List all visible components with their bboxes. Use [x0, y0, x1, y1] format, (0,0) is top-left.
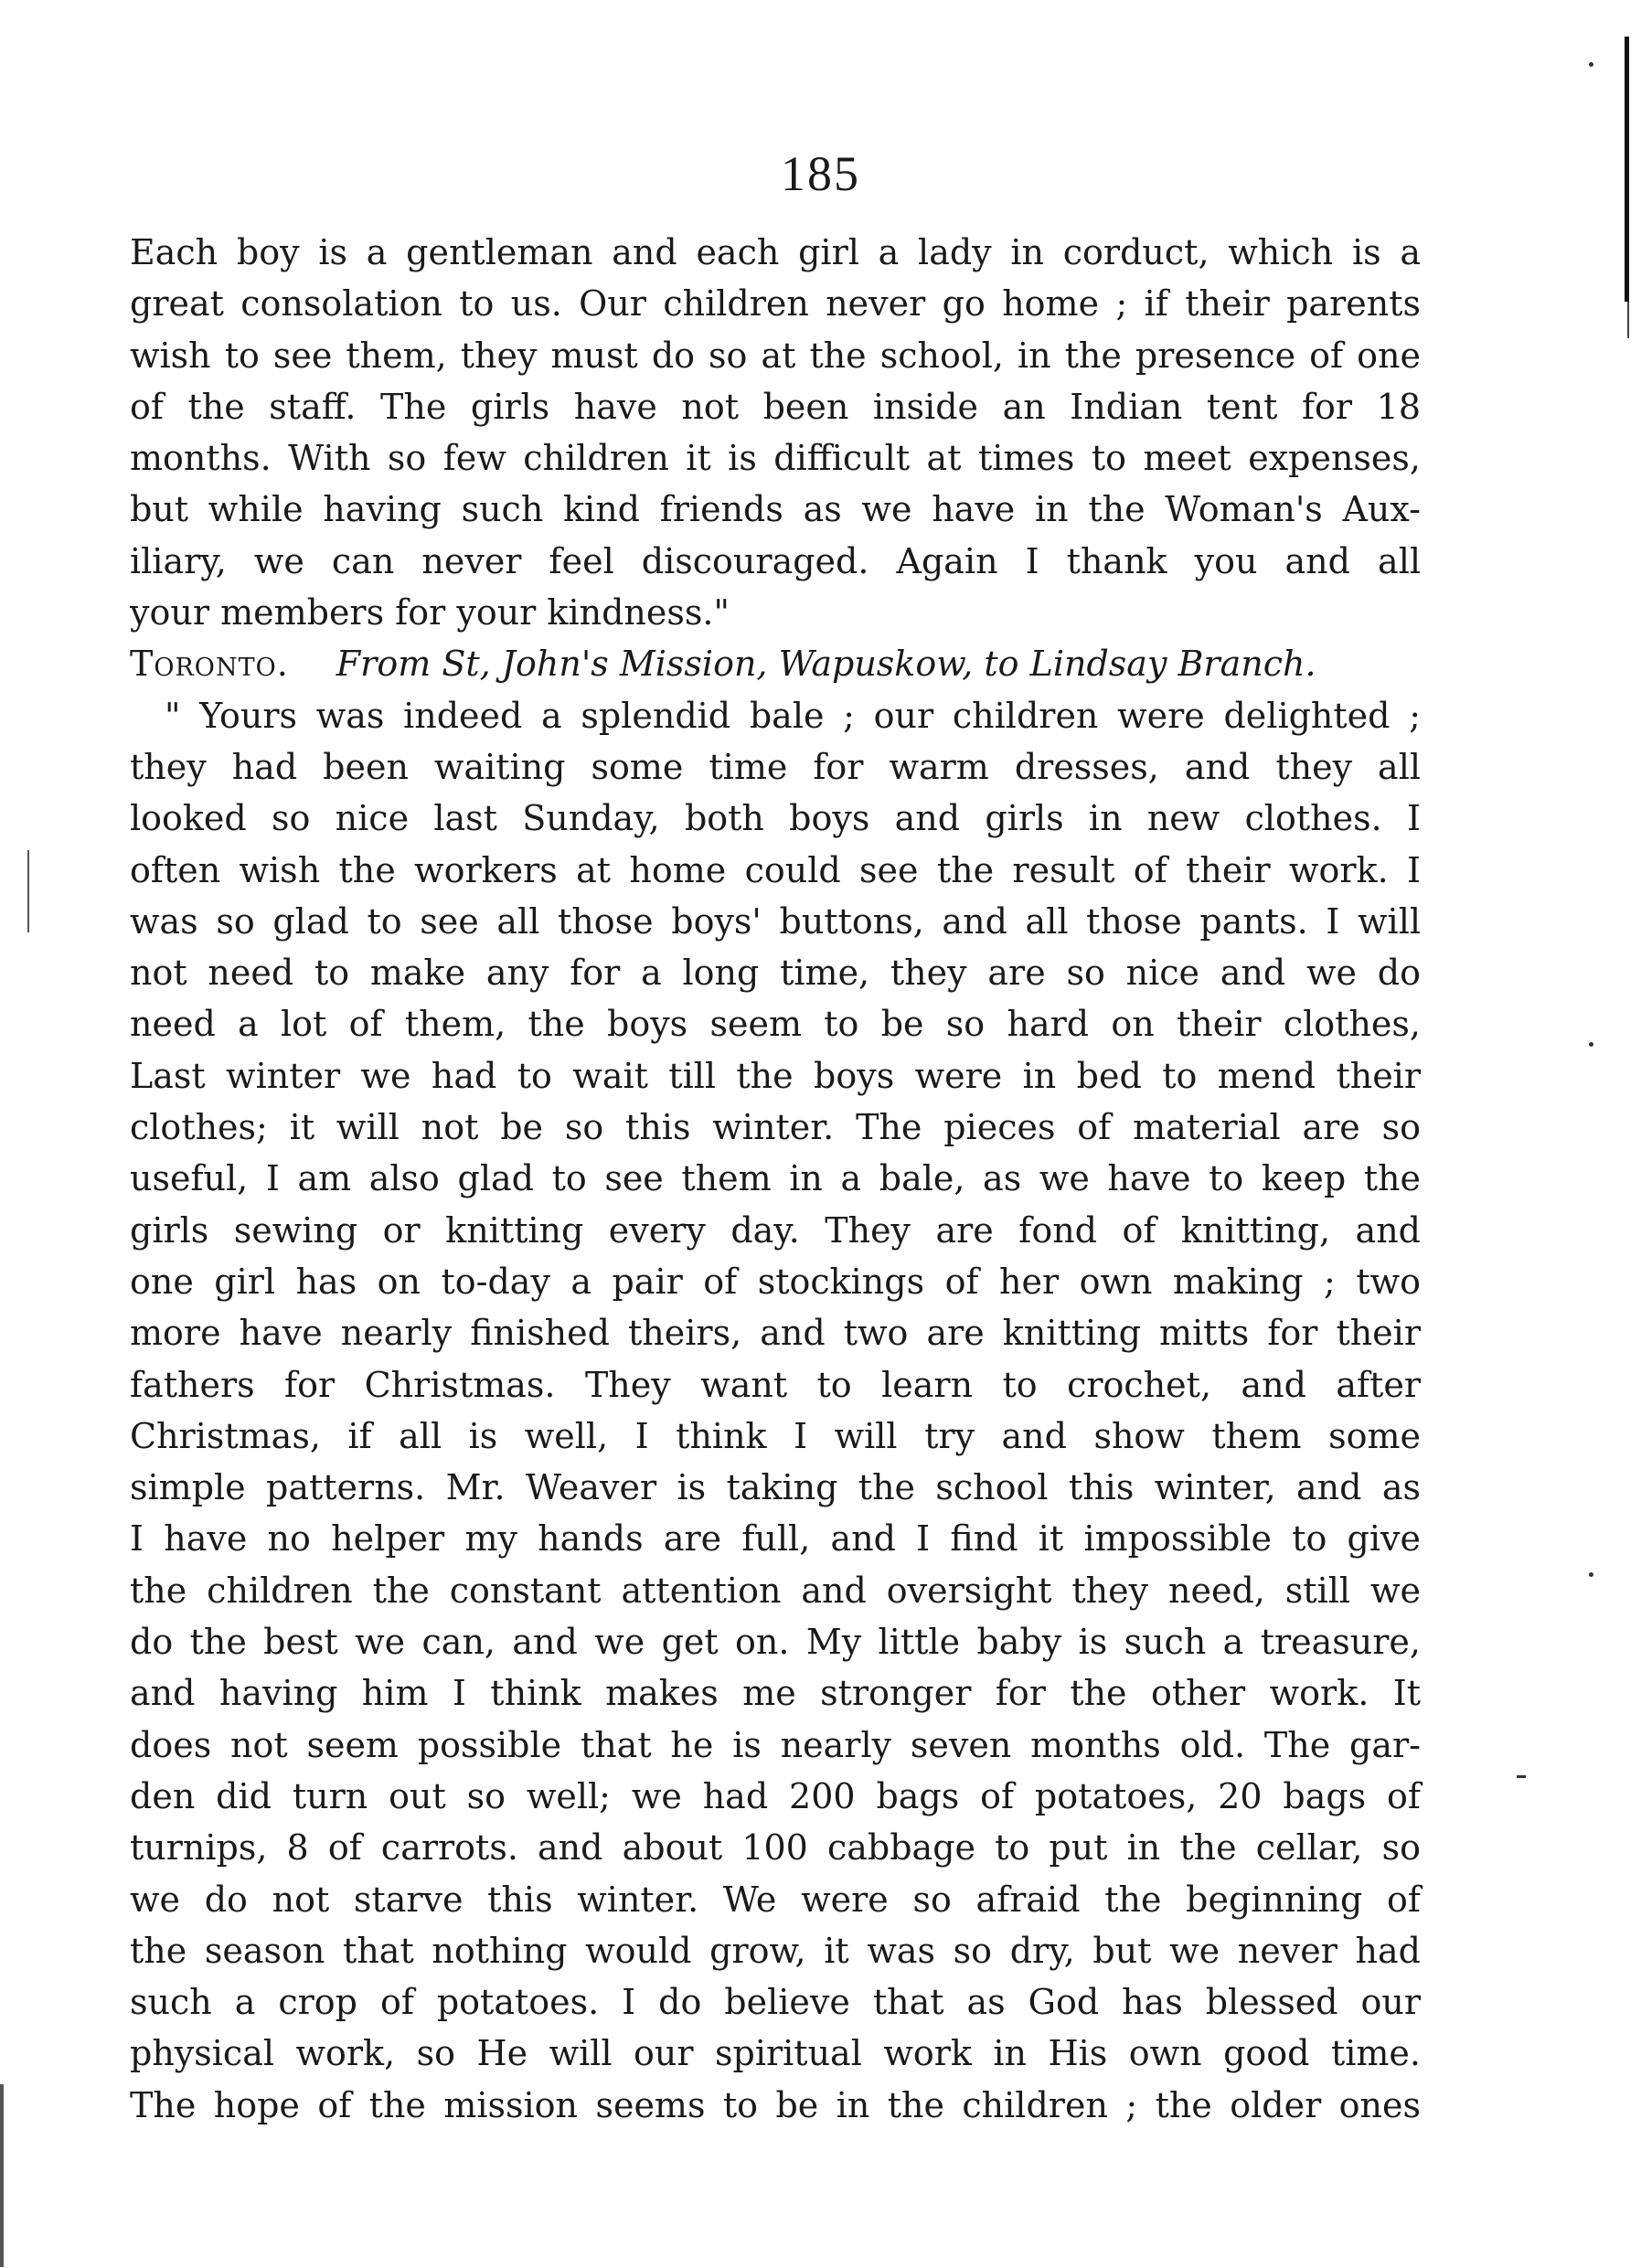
text-line: was so glad to see all those boys' buttons, and all those pants. I will: [130, 900, 1421, 942]
text-line: not need to make any for a long time, they are so nice and we do: [130, 953, 1421, 994]
text-line: Last winter we had to wait till the boys were in bed to mend their: [130, 1055, 1421, 1096]
heading-place: Toronto.: [130, 644, 289, 685]
scan-speck: [1517, 1775, 1526, 1778]
text-line: simple patterns. Mr. Weaver is taking the school this winter, and as: [130, 1467, 1421, 1508]
text-line: the season that nothing would grow, it was so dry, but we never had: [130, 1930, 1421, 1971]
text-line: girls sewing or knitting every day. They are fond of knitting, and: [130, 1209, 1421, 1251]
scan-left-edge: [0, 2084, 4, 2267]
text-line: Each boy is a gentleman and each girl a lady in corduct, which is a: [130, 232, 1421, 272]
text-line: and having him I think makes me stronger for the other work. It: [130, 1673, 1421, 1714]
text-line: such a crop of potatoes. I do believe that as God has blessed our: [130, 1982, 1421, 2023]
text-line: need a lot of them, the boys seem to be so hard on their clothes,: [130, 1004, 1421, 1045]
text-line: do the best we can, and we get on. My little baby is such a treasure,: [130, 1622, 1421, 1663]
text-line: months. With so few children it is difficult at times to meet expenses,: [130, 438, 1421, 479]
text-line: wish to see them, they must do so at the school, in the presence of one: [130, 335, 1421, 376]
text-line: one girl has on to-day a pair of stockings of her own making ; two: [130, 1261, 1421, 1302]
scan-left-edge: [27, 850, 29, 932]
scan-speck: [1589, 1042, 1593, 1047]
text-line: does not seem possible that he is nearly seven months old. The gar-: [130, 1724, 1421, 1765]
text-line: clothes; it will not be so this winter. The pieces of material are so: [130, 1107, 1421, 1148]
text-line: useful, I am also glad to see them in a bale, as we have to keep the: [130, 1158, 1421, 1199]
text-line: your members for your kindness.": [130, 592, 730, 634]
scan-margin-rule-fragment: [1627, 302, 1629, 338]
text-line: iliary, we can never feel discouraged. Again I thank you and all: [130, 540, 1421, 581]
page-body: [130, 227, 1421, 2131]
text-line: they had been waiting some time for warm dresses, and they all: [130, 746, 1421, 787]
letter-heading: [130, 638, 1421, 689]
text-line: " Yours was indeed a splendid bale ; our children were delighted ;: [165, 695, 1421, 736]
text-line: I have no helper my hands are full, and I find it impossible to give: [130, 1518, 1421, 1560]
text-line: The hope of the mission seems to be in the children ; the older ones: [130, 2084, 1421, 2125]
scan-speck: [1589, 62, 1593, 67]
text-line: we do not starve this winter. We were so afraid the beginning of: [130, 1879, 1421, 1920]
text-line: fathers for Christmas. They want to learn to crochet, and after: [130, 1364, 1421, 1405]
text-line: physical work, so He will our spiritual work in His own good time.: [130, 2033, 1421, 2074]
paragraph-letter-body: [130, 690, 1421, 2131]
heading-title: From St, John's Mission, Wapuskow, to Lindsay Branch.: [336, 644, 1316, 685]
text-line: den did turn out so well; we had 200 bags of potatoes, 20 bags of: [130, 1775, 1421, 1816]
paragraph-letter-end: [130, 227, 1421, 638]
text-line: but while having such kind friends as we have in the Woman's Aux-: [130, 489, 1421, 530]
text-line: more have nearly finished theirs, and two are knitting mitts for their: [130, 1313, 1421, 1354]
text-line: looked so nice last Sunday, both boys and girls in new clothes. I: [130, 798, 1421, 839]
page-number: 185: [781, 146, 860, 201]
text-line: often wish the workers at home could see the result of their work. I: [130, 849, 1421, 890]
text-line: turnips, 8 of carrots. and about 100 cabbage to put in the cellar, so: [130, 1827, 1421, 1869]
text-line: great consolation to us. Our children never go home ; if their parents: [130, 283, 1421, 325]
text-line: of the staff. The girls have not been inside an Indian tent for 18: [130, 386, 1421, 427]
text-line: the children the constant attention and oversight they need, still we: [130, 1570, 1421, 1611]
text-line: Christmas, if all is well, I think I will try and show them some: [130, 1415, 1421, 1456]
scan-speck: [1589, 1572, 1593, 1577]
